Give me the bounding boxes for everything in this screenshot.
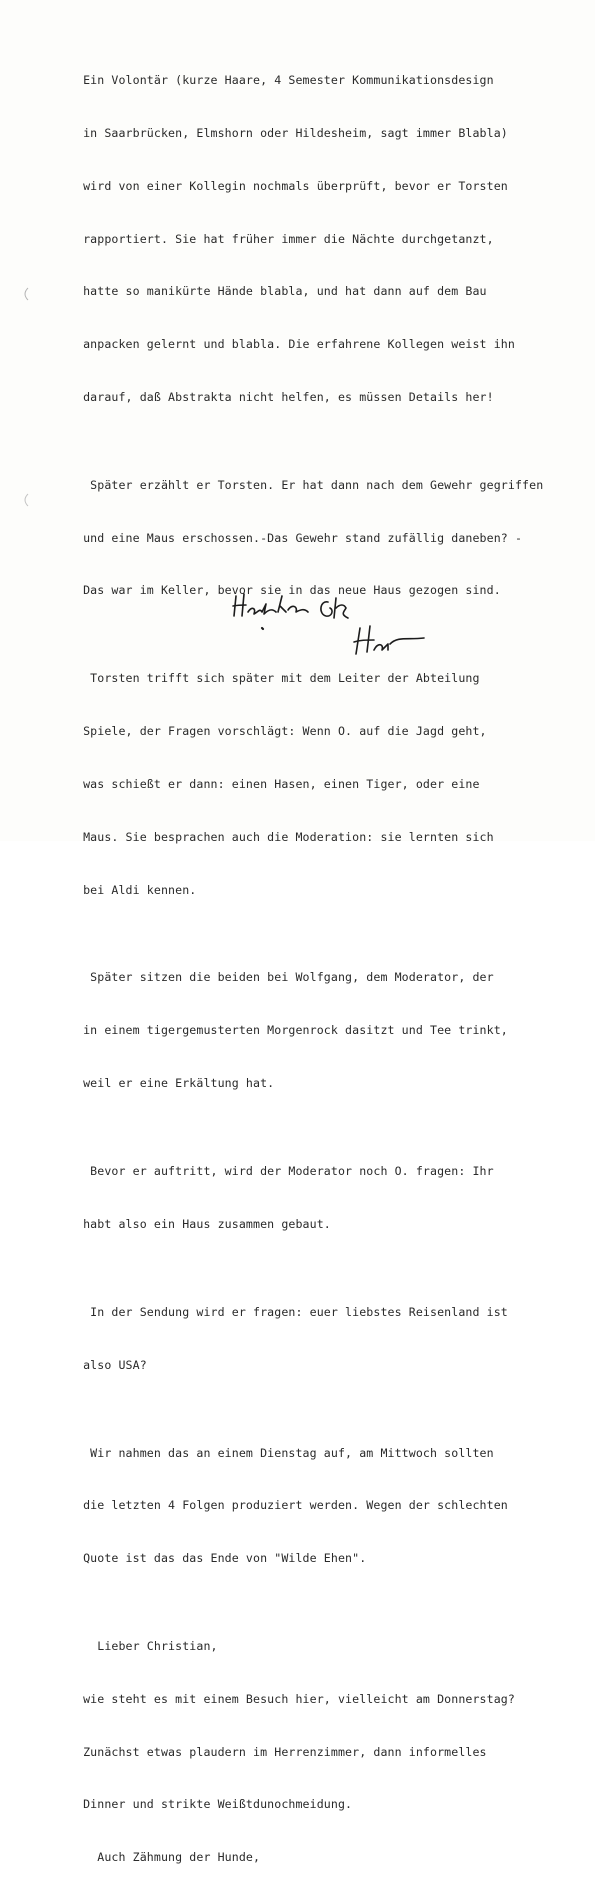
- text-line: Später erzählt er Torsten. Er hat dann nach dem Gewehr gegriffen: [76, 477, 544, 492]
- text-line: Torsten trifft sich später mit dem Leiter der Abteilung: [76, 671, 480, 686]
- paragraph-abteilung-spiele: [76, 635, 576, 934]
- text-line: habt also ein Haus zusammen gebaut.: [76, 1216, 331, 1231]
- handwritten-signature: [228, 590, 448, 670]
- text-line: darauf, daß Abstrakta nicht helfen, es müssen Details her!: [76, 389, 494, 404]
- text-line: in Saarbrücken, Elmshorn oder Hildesheim, sagt immer Blabla): [76, 125, 508, 140]
- text-line: die letzten 4 Folgen produziert werden. Wegen der schlechten: [76, 1498, 508, 1513]
- margin-mark: [20, 492, 32, 508]
- salutation: Lieber Christian,: [76, 1639, 218, 1654]
- paragraph-dienstag: [76, 1409, 576, 1603]
- text-line: Das war im Keller, bevor sie in das neue Haus gezogen sind.: [76, 583, 501, 598]
- text-line: Maus. Sie besprachen auch die Moderation: sie lernten sich: [76, 829, 494, 844]
- paragraph-sendung: [76, 1269, 576, 1410]
- text-line: und eine Maus erschossen.-Das Gewehr stand zufällig daneben? -: [76, 530, 523, 545]
- text-line: Dinner und strikte Weißtdunochmeidung.: [76, 1797, 353, 1812]
- text-line: Ein Volontär (kurze Haare, 4 Semester Kommunikationsdesign: [76, 73, 494, 88]
- text-line: in einem tigergemusterten Morgenrock dasitzt und Tee trinkt,: [76, 1023, 508, 1038]
- paragraph-lieber-christian: [76, 1603, 576, 1902]
- text-line: hatte so manikürte Hände blabla, und hat dann auf dem Bau: [76, 284, 487, 299]
- text-line: Wir nahmen das an einem Dienstag auf, am Mittwoch sollten: [76, 1445, 494, 1460]
- text-line: also USA?: [76, 1357, 147, 1372]
- text-line: was schießt er dann: einen Hasen, einen Tiger, oder eine: [76, 776, 480, 791]
- paragraph-volontaer: [76, 37, 576, 442]
- text-line: Bevor er auftritt, wird der Moderator noch O. fragen: Ihr: [76, 1164, 494, 1178]
- text-line: bei Aldi kennen.: [76, 882, 197, 897]
- paragraph-wolfgang: [76, 934, 576, 1128]
- letter-body: [76, 37, 576, 1902]
- paragraph-moderator-frage: [76, 1128, 576, 1269]
- text-line: Spiele, der Fragen vorschlägt: Wenn O. auf die Jagd geht,: [76, 724, 487, 739]
- text-line: Später sitzen die beiden bei Wolfgang, dem Moderator, der: [76, 970, 494, 985]
- text-line: rapportiert. Sie hat früher immer die Nächte durchgetanzt,: [76, 231, 494, 246]
- text-line: wie steht es mit einem Besuch hier, vielleicht am Donnerstag?: [76, 1691, 515, 1706]
- text-line: weil er eine Erkältung hat.: [76, 1076, 275, 1091]
- text-line: Quote ist das das Ende von "Wilde Ehen".: [76, 1551, 367, 1566]
- text-line: In der Sendung wird er fragen: euer liebstes Reisenland ist: [76, 1304, 508, 1319]
- text-line: Auch Zähmung der Hunde,: [76, 1850, 261, 1865]
- text-line: Zunächst etwas plaudern im Herrenzimmer, dann informelles: [76, 1744, 487, 1759]
- margin-mark: [20, 286, 32, 302]
- text-line: anpacken gelernt und blabla. Die erfahrene Kollegen weist ihn: [76, 337, 515, 352]
- text-line: wird von einer Kollegin nochmals überprüft, bevor er Torsten: [76, 178, 508, 193]
